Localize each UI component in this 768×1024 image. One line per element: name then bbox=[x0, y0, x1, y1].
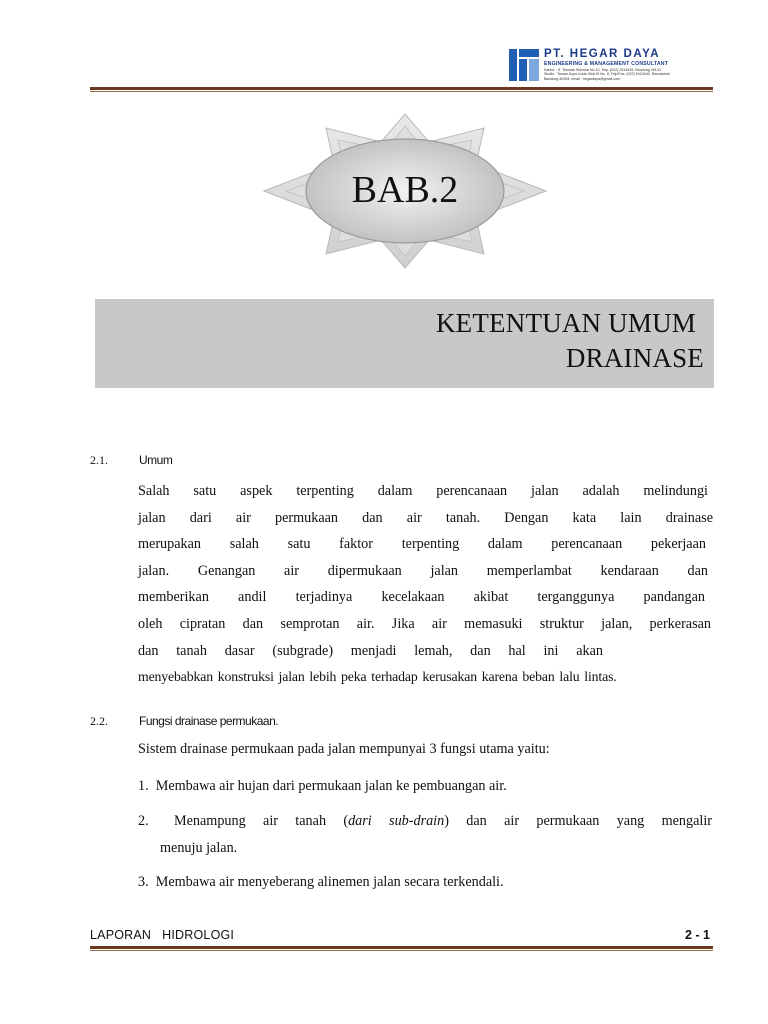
list-item-italic: dari sub-drain bbox=[348, 813, 445, 829]
footer-report-title: LAPORAN HIDROLOGI bbox=[90, 928, 235, 942]
company-name: PT. HEGAR DAYA bbox=[544, 48, 661, 60]
chapter-number: BAB.2 bbox=[351, 169, 459, 211]
company-address-line: Bandung 40394, email : hegardaya@gmail.com bbox=[544, 76, 620, 81]
chapter-title-banner bbox=[95, 299, 714, 388]
header-rule bbox=[90, 87, 713, 92]
list-item-number: 3. bbox=[138, 874, 149, 890]
section-title: Umum bbox=[139, 453, 173, 467]
company-address-line: Kantor : Jl. Terusan Sekeloa No.10, Telp. (022) 2514445, Bandung 40134 bbox=[544, 68, 661, 72]
chapter-title-line-2: DRAINASE bbox=[565, 343, 704, 373]
footer-page-number: 2 - 1 bbox=[684, 928, 710, 942]
company-address bbox=[544, 68, 709, 81]
section-number: 2.2. bbox=[90, 714, 108, 728]
company-address-line: Studio : Taman Kopo Indah Blok III No. 8, Telp/Fax. (022) 5424940, Rancaekek bbox=[544, 72, 670, 77]
paragraph-line: merupakan salah satu faktor terpenting dalam perencanaan pekerjaan bbox=[138, 536, 706, 553]
list-item-continuation: menuju jalan. bbox=[160, 840, 238, 856]
list-item-text: Menampung air tanah ( bbox=[174, 813, 349, 829]
company-logo bbox=[508, 46, 708, 86]
list-item bbox=[138, 874, 504, 891]
section-title: Fungsi drainase permukaan. bbox=[139, 714, 279, 728]
paragraph-line: menyebabkan konstruksi jalan lebih peka terhadap kerusakan karena beban lalu lintas. bbox=[138, 669, 617, 685]
list-item-number: 1. bbox=[138, 778, 149, 794]
list-item-text: ) dan air permukaan yang mengalir bbox=[444, 813, 713, 829]
paragraph-line: memberikan andil terjadinya kecelakaan akibat terganggunya pandangan bbox=[138, 589, 705, 606]
chapter-title-line-1: KETENTUAN UMUM bbox=[435, 308, 696, 338]
list-item bbox=[174, 813, 712, 830]
list-item-text: Membawa air menyeberang alinemen jalan secara terkendali. bbox=[155, 874, 504, 890]
paragraph-line: dan tanah dasar (subgrade) menjadi lemah, dan hal ini akan bbox=[138, 642, 603, 659]
company-logo-icon bbox=[508, 48, 540, 82]
paragraph-line: jalan dari air permukaan dan air tanah. Dengan kata lain drainase bbox=[138, 509, 713, 526]
paragraph-line: jalan. Genangan air dipermukaan jalan memperlambat kendaraan dan bbox=[138, 562, 708, 579]
list-item-text: Membawa air hujan dari permukaan jalan ke pembuangan air. bbox=[155, 778, 507, 794]
footer-rule bbox=[90, 946, 713, 951]
company-tagline: ENGINEERING & MANAGEMENT CONSULTANT bbox=[544, 61, 669, 67]
section-intro: Sistem drainase permukaan pada jalan mempunyai 3 fungsi utama yaitu: bbox=[138, 741, 550, 757]
list-item bbox=[138, 778, 507, 795]
chapter-badge bbox=[262, 112, 548, 270]
section-number: 2.1. bbox=[90, 453, 108, 467]
paragraph-line: Salah satu aspek terpenting dalam perencanaan jalan adalah melindungi bbox=[138, 483, 708, 499]
section-paragraph bbox=[138, 478, 713, 691]
list-item-number: 2. bbox=[138, 813, 149, 829]
paragraph-line: oleh cipratan dan semprotan air. Jika air memasuki struktur jalan, perkerasan bbox=[138, 615, 711, 632]
